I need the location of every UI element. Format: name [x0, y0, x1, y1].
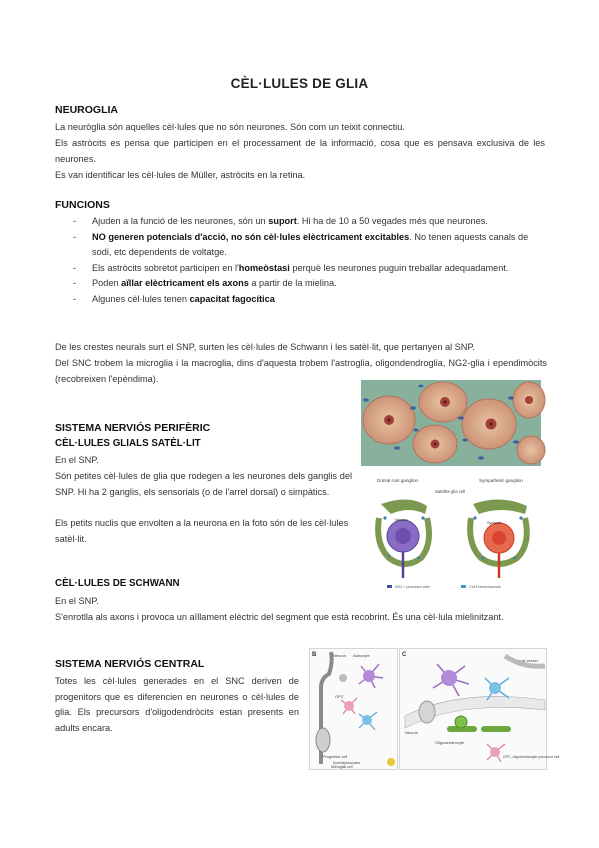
page-title: CÈL·LULES DE GLIA — [230, 76, 369, 91]
label-satellite-glia: Satellite glia cell — [435, 489, 466, 494]
satellite-cells-micrograph — [361, 380, 541, 466]
label-opc-c: OPC, oligodendrocyte precursor cell — [503, 755, 560, 759]
label-dorsal-root: Dorsal root ganglion — [377, 478, 419, 483]
funcions-heading: FUNCIONS — [55, 199, 110, 211]
schwann-paragraph-2: S'enrotlla als axons i provoca un aïllament elèctric del segment que està recobrint. És una cèl·lula mielinitzant. — [55, 612, 504, 622]
label-b: B — [312, 652, 317, 658]
legend-ng2: NG2 + precursor cells — [395, 585, 430, 589]
list-item: - NO generen potencials d'acció, no són cèl·lules elèctricament excitables. No tenen aquests canals de sodi, etc dependents de voltatge. — [73, 230, 545, 261]
snc-paragraph: Totes les cèl·lules generades en el SNC deriven de progenitors que es diferencien en neurones o cèl·lules de glia. Els precursors d'oligodendròcits estan presents en adults encara. — [55, 676, 299, 733]
list-item: - Els astròcits sobretot participen en l'homeòstasi perquè les neurones puguin treballar adequadament. — [73, 261, 545, 277]
schwann-paragraph-1: En el SNP. — [55, 596, 99, 606]
neuroglia-paragraph-1: La neuròglia són aquelles cèl·lules que no són neurones. Són com un teixit connectiu. — [55, 122, 405, 132]
label-sympathetic: Sympathetic ganglion — [479, 478, 523, 483]
label-astrocyte: Astrocyte — [353, 653, 370, 658]
neuroglia-paragraph-2: Els astròcits es pensa que participen en el processament de la informació, cosa que es pensava exclusiva de les neurones. — [55, 138, 545, 164]
label-neuron: Neuron — [395, 518, 408, 522]
satellite-paragraph-2: Són petites cèl·lules de glia que rodegen a les neurones dels ganglis del SNP. Hi ha 2 ganglis, els sensorials (o de l'arrel dorsal) o simpàtics. — [55, 471, 352, 497]
list-item: - Poden aïllar elèctricament els axons a partir de la mielina. — [73, 276, 545, 292]
cns-glia-diagram — [309, 648, 560, 770]
label-neuron-b: Neuron — [333, 653, 347, 658]
list-item: - Algunes cèl·lules tenen capacitat fagocítica — [73, 292, 545, 308]
legend-cx43: Cx43 hemichannels — [469, 585, 501, 589]
satellite-heading: CÈL·LULES GLIALS SATÈL·LIT — [55, 438, 201, 449]
label-microglial: Microglial cell — [331, 765, 353, 769]
schwann-heading: CÈL·LULES DE SCHWANN — [55, 578, 180, 589]
list-item: - Ajuden a la funció de les neurones, són un suport. Hi ha de 10 a 50 vegades més que neurones. — [73, 214, 545, 230]
label-neuron-c: Neuron — [405, 730, 419, 735]
label-opc: OPC — [335, 694, 344, 699]
snp-heading: SISTEMA NERVIÓS PERIFÈRIC — [55, 422, 211, 434]
crestes-paragraph-2: Del SNC trobem la microglia i la macroglia, dins d'aquesta trobem l'astroglia, oligondendroglia, NG2-glia i ependimòcits (recobreixen l'epèndima). — [55, 358, 547, 384]
neuroglia-heading: NEUROGLIA — [55, 104, 118, 116]
crestes-paragraph-1: De les crestes neurals surt el SNP, surten les cèl·lules de Schwann i les satèl·lit, que pertanyen al SNP. — [55, 342, 475, 352]
label-oligodendrocyte: Oligodendrocyte — [435, 740, 465, 745]
label-blood-vessel: Blood vessel — [515, 658, 538, 663]
snc-heading: SISTEMA NERVIÓS CENTRAL — [55, 658, 205, 670]
label-ependymocytes: Ependymocytes — [333, 761, 361, 765]
label-c: C — [402, 652, 407, 658]
satellite-paragraph-3: Els petits nuclis que envolten a la neurona en la foto són de les cèl·lules satèl·lit. — [55, 518, 349, 544]
satellite-paragraph-1: En el SNP. — [55, 455, 99, 465]
ganglion-satellite-diagram — [361, 474, 545, 594]
label-progenitor: Progenitor cell — [323, 755, 348, 759]
funcions-list — [73, 214, 545, 307]
label-synapse: Synapse — [487, 521, 502, 525]
neuroglia-paragraph-3: Es van identificar les cèl·lules de Müller, astròcits en la retina. — [55, 170, 306, 180]
